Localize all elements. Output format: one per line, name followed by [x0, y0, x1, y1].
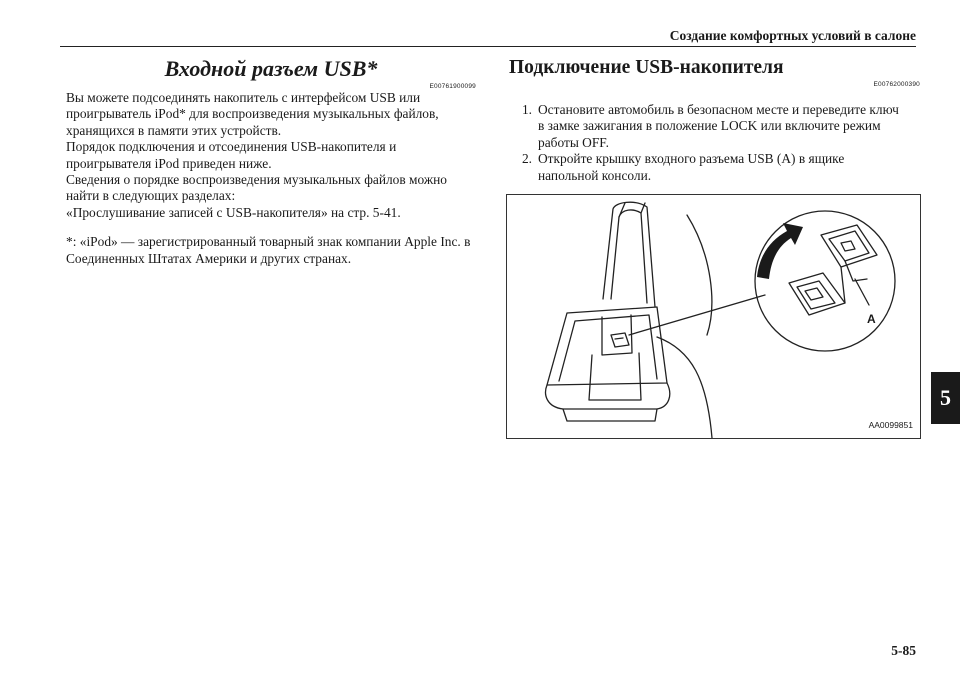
detail-circle — [755, 211, 895, 351]
ipod-footnote: *: «iPod» — зарегистрированный товарный знак компании Apple Inc. в Соединенных Штатах Америки и других странах. — [66, 234, 471, 266]
seat-outline — [657, 337, 712, 438]
callout-leader — [855, 279, 869, 305]
console-illustration — [506, 194, 921, 439]
step-text: Откройте крышку входного разъема USB (A) в ящике напольной консоли. — [538, 151, 845, 183]
usb-cover-icon — [821, 225, 877, 267]
open-direction-arrow — [757, 223, 803, 279]
step-item — [509, 102, 920, 151]
usb-input-title: Входной разъем USB* — [164, 56, 378, 81]
page-number: 5-85 — [891, 643, 916, 658]
lid-icon — [603, 202, 655, 307]
section-code: E00762000390 — [873, 81, 920, 88]
section-code: E00761900099 — [429, 83, 476, 90]
usb-port-icon — [611, 333, 629, 347]
callout-label-a: A — [867, 312, 876, 326]
figure-code: AA0099851 — [868, 420, 913, 430]
page-reference: «Прослушивание записей с USB-накопителя» на стр. 5-41. — [66, 204, 401, 220]
step-item — [509, 151, 920, 184]
step-number: 1. — [521, 102, 532, 117]
usb-connect-title: Подключение USB-накопителя — [509, 57, 784, 78]
step-number: 2. — [521, 151, 532, 167]
intro-paragraph: Вы можете подсоединять накопитель с интерфейсом USB или проигрыватель iPod* для воспроизведения музыкальных файлов, хранящихся в памяти этих устройств. — [66, 90, 439, 138]
usb-socket-icon — [789, 273, 845, 315]
left-column — [66, 56, 476, 267]
console-drawing — [507, 195, 920, 438]
lid-icon — [611, 210, 647, 303]
step-list — [509, 102, 920, 184]
reference-paragraph: Сведения о порядке воспроизведения музыкальных файлов можно найти в следующих разделах: — [66, 172, 447, 204]
section-header: Создание комфортных условий в салоне — [669, 28, 916, 43]
header-divider — [60, 46, 916, 47]
step-text: Остановите автомобиль в безопасном месте и переведите ключ в замке зажигания в положение LOCK или включите режим работы OFF. — [538, 102, 899, 150]
procedure-paragraph: Порядок подключения и отсоединения USB-накопителя и проигрывателя iPod приведен ниже. — [66, 139, 397, 171]
chapter-tab[interactable]: 5 — [931, 372, 960, 424]
right-column — [509, 56, 920, 184]
